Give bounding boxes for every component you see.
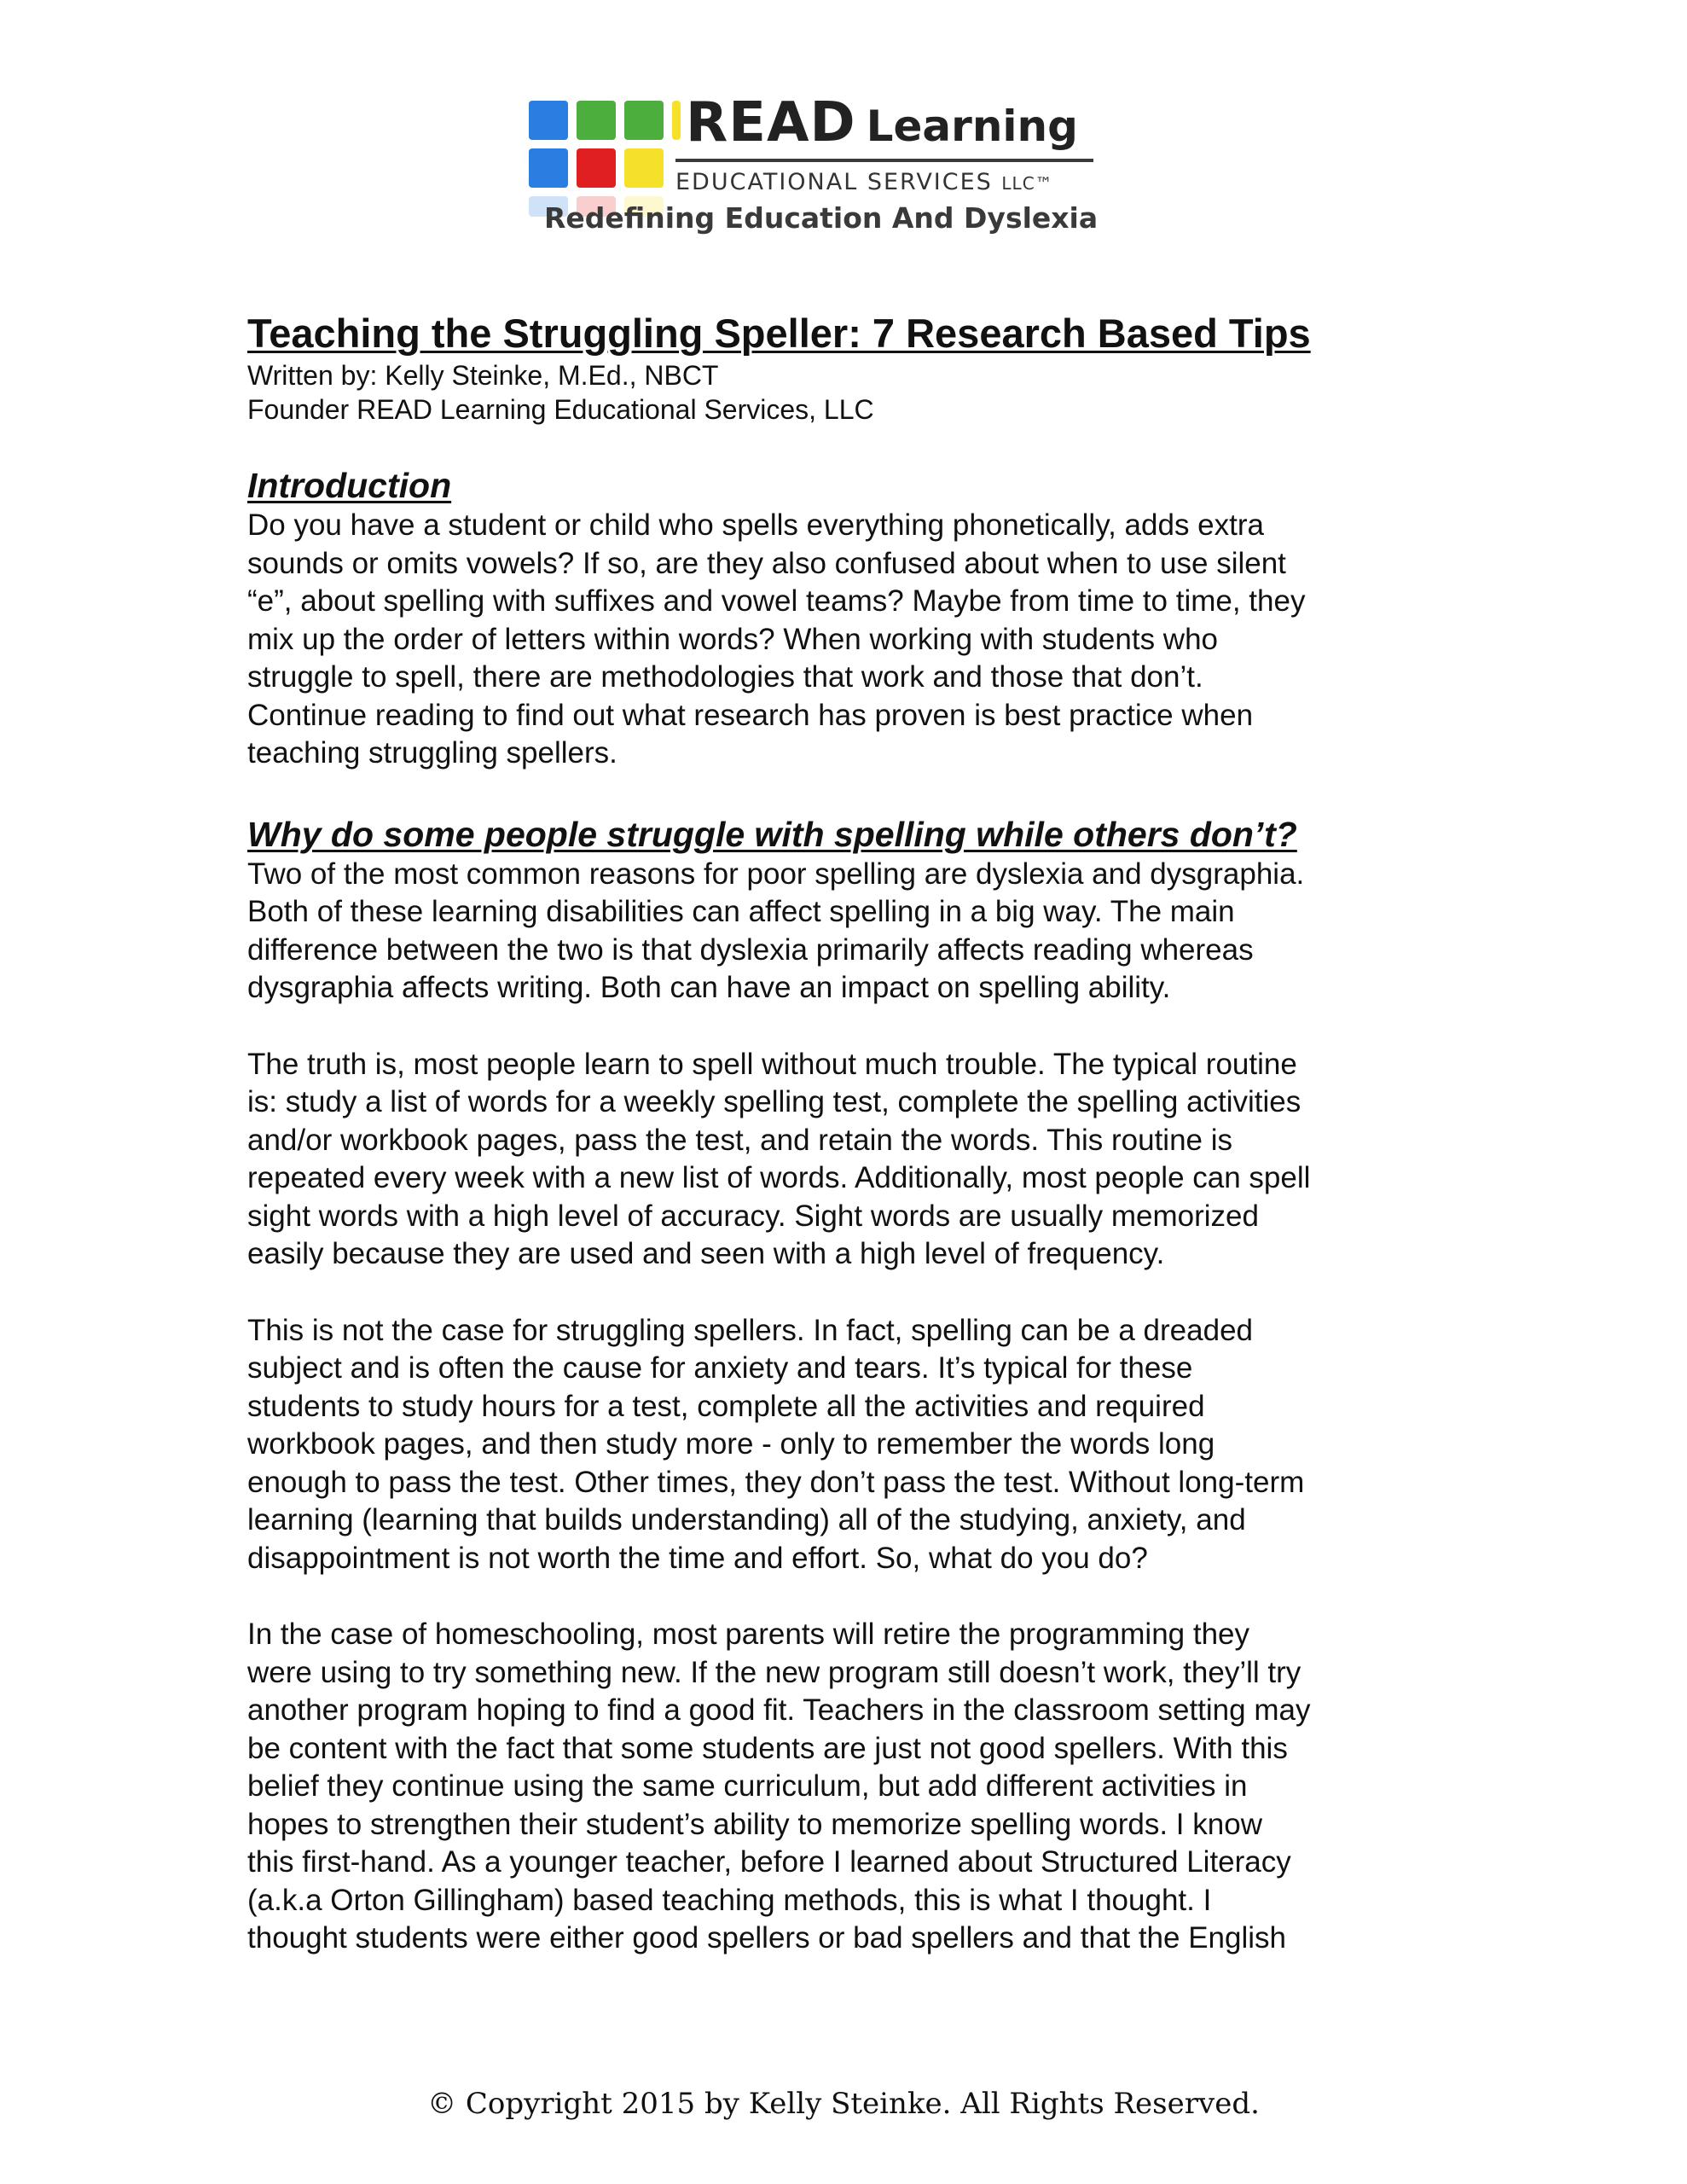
paragraph-line: “e”, about spelling with suffixes and vowel teams? Maybe from time to time, they [247, 584, 1306, 618]
paragraph-line: sounds or omits vowels? If so, are they also confused about when to use silent [247, 546, 1286, 580]
paragraph-line: Continue reading to find out what research has proven is best practice when [247, 698, 1254, 732]
paragraph-line: thought students were either good spellers or bad spellers and that the English [247, 1921, 1286, 1955]
paragraph-line: students to study hours for a test, complete all the activities and required [247, 1389, 1205, 1423]
paragraph-line: mix up the order of letters within words? When working with students who [247, 622, 1219, 656]
section-paragraph-2 [247, 1046, 1493, 1274]
paragraph-line: Both of these learning disabilities can affect spelling in a big way. The main [247, 895, 1235, 928]
paragraph-line: learning (learning that builds understanding) all of the studying, anxiety, and [247, 1503, 1246, 1536]
paragraph-line: The truth is, most people learn to spell without much trouble. The typical routine [247, 1047, 1297, 1081]
copyright-footer: © Copyright 2015 by Kelly Steinke. All Rights Reserved. [427, 2087, 1260, 2121]
paragraph-line: This is not the case for struggling spellers. In fact, spelling can be a dreaded [247, 1313, 1253, 1347]
paragraph-line: teaching struggling spellers. [247, 736, 617, 770]
logo-square-yellow [672, 101, 681, 140]
paragraph-line: easily because they are used and seen with a high level of frequency. [247, 1237, 1165, 1270]
logo-tagline: Redefining Education And Dyslexia [544, 201, 1099, 235]
logo-brand: READ [686, 91, 856, 154]
paragraph-line: is: study a list of words for a weekly spelling test, complete the spelling activities [247, 1085, 1301, 1118]
author-line: Written by: Kelly Steinke, M.Ed., NBCT [247, 360, 719, 391]
logo-square-blue [529, 148, 568, 188]
logo-square-red [577, 148, 616, 188]
founder-line: Founder READ Learning Educational Services, LLC [247, 394, 874, 425]
paragraph-line: this first-hand. As a younger teacher, before I learned about Structured Literacy [247, 1845, 1291, 1879]
section-heading: Why do some people struggle with spelling while others don’t? [247, 814, 1297, 854]
paragraph-line: belief they continue using the same curriculum, but add different activities in [247, 1769, 1248, 1803]
paragraph-line: repeated every week with a new list of words. Additionally, most people can spell [247, 1161, 1311, 1194]
section-paragraph-1 [247, 856, 1493, 1008]
paragraph-line: difference between the two is that dyslexia primarily affects reading whereas [247, 932, 1254, 967]
logo-square-yellow [624, 148, 664, 188]
logo-square-blue [529, 101, 568, 140]
paragraph-line: subject and is often the cause for anxiety and tears. It’s typical for these [247, 1351, 1193, 1385]
paragraph-line: (a.k.a Orton Gillingham) based teaching methods, this is what I thought. I [247, 1883, 1212, 1917]
logo-brand-word2: Learning [866, 102, 1078, 151]
logo-subtitle-suffix: LLC™ [1001, 173, 1053, 194]
paragraph-line: enough to pass the test. Other times, they don’t pass the test. Without long-term [247, 1465, 1305, 1499]
logo-square-green [624, 101, 664, 140]
paragraph-line: Two of the most common reasons for poor spelling are dyslexia and dysgraphia. [247, 857, 1305, 891]
paragraph-line: another program hoping to find a good fit. Teachers in the classroom setting may [247, 1693, 1311, 1727]
intro-heading: Introduction [247, 466, 452, 505]
paragraph-line: sight words with a high level of accuracy. Sight words are usually memorized [247, 1199, 1259, 1233]
paragraph-line: Do you have a student or child who spells everything phonetically, adds extra [247, 508, 1264, 542]
logo-subtitle [675, 159, 1093, 195]
paragraph-line: disappointment is not worth the time and effort. So, what do you do? [247, 1541, 1148, 1575]
paragraph-line: be content with the fact that some students are just not good spellers. With this [247, 1731, 1288, 1765]
paragraph-line: dysgraphia affects writing. Both can have an impact on spelling ability. [247, 971, 1171, 1004]
section-paragraph-4 [247, 1616, 1493, 1958]
logo-subtitle-text: EDUCATIONAL SERVICES [675, 169, 993, 195]
read-learning-logo [529, 91, 1160, 249]
logo-square-green [577, 101, 616, 140]
paragraph-line: workbook pages, and then study more - only to remember the words long [247, 1427, 1215, 1461]
section-paragraph-3 [247, 1312, 1493, 1578]
paragraph-line: and/or workbook pages, pass the test, and retain the words. This routine is [247, 1123, 1232, 1157]
paragraph-line: struggle to spell, there are methodologies that work and those that don’t. [247, 660, 1203, 694]
paragraph-line: were using to try something new. If the new program still doesn’t work, they’ll try [247, 1655, 1301, 1689]
logo-name [686, 91, 1078, 154]
intro-paragraph [247, 507, 1493, 773]
article-title: Teaching the Struggling Speller: 7 Research Based Tips [247, 311, 1311, 356]
article-body [247, 309, 1493, 1958]
logo-color-squares [529, 101, 682, 259]
paragraph-line: hopes to strengthen their student’s ability to memorize spelling words. I know [247, 1807, 1262, 1841]
paragraph-line: In the case of homeschooling, most parents will retire the programming they [247, 1618, 1250, 1651]
